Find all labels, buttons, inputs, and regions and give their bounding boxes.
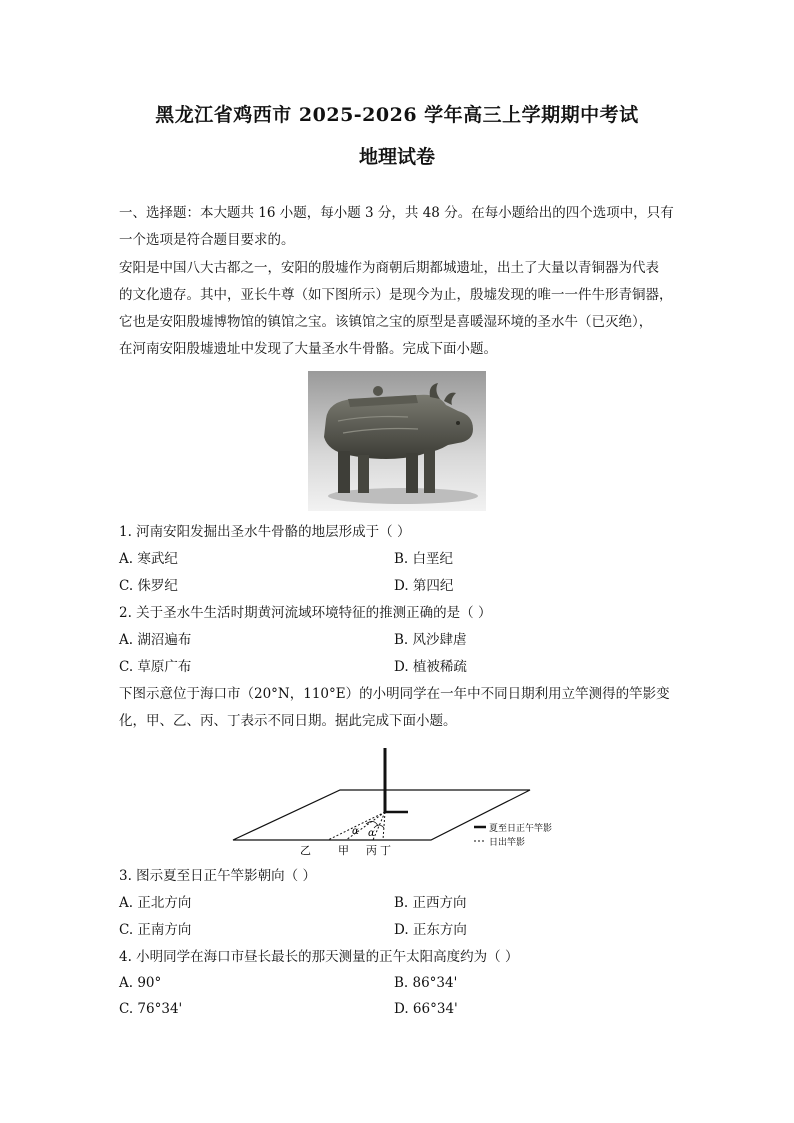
q1-option-a[interactable]: A. 寒武纪 <box>119 551 178 567</box>
bronze-ox-photo <box>308 371 486 511</box>
q3-stem: 3. 图示夏至日正午竿影朝向（ ） <box>119 868 316 884</box>
passage1-line-4: 在河南安阳殷墟遗址中发现了大量圣水牛骨骼。完成下面小题。 <box>119 341 497 357</box>
legend-solid-label: 夏至日正午竿影 <box>489 824 553 834</box>
passage1-line-3: 它也是安阳殷墟博物馆的镇馆之宝。该镇馆之宝的原型是喜暖湿环境的圣水牛（已灭绝）， <box>119 314 653 330</box>
q1-option-b[interactable]: B. 白垩纪 <box>394 551 454 567</box>
q2-option-d[interactable]: D. 植被稀疏 <box>394 659 467 675</box>
q3-option-c[interactable]: C. 正南方向 <box>119 922 192 938</box>
q1-option-c[interactable]: C. 侏罗纪 <box>119 578 178 594</box>
label-jia: 甲 <box>338 844 349 857</box>
legend-dotted-label: 日出竿影 <box>489 838 526 848</box>
shadow-bing <box>373 812 385 840</box>
q1-stem: 1. 河南安阳发掘出圣水牛骨骼的地层形成于（ ） <box>119 524 411 540</box>
passage1-line-1: 安阳是中国八大古都之一，安阳的殷墟作为商朝后期都城遗址，出土了大量以青铜器为代表 <box>119 260 659 276</box>
q2-option-b[interactable]: B. 风沙肆虐 <box>394 632 467 648</box>
pole-shadow-diagram <box>228 748 578 860</box>
q3-option-b[interactable]: B. 正西方向 <box>394 895 467 911</box>
q4-stem: 4. 小明同学在海口市昼长最长的那天测量的正午太阳高度约为（ ） <box>119 949 519 965</box>
passage2-line-1: 下图示意位于海口市（20°N，110°E）的小明同学在一年中不同日期利用立竿测得的竿影变 <box>119 686 670 702</box>
label-bing: 丙 <box>366 844 377 857</box>
q4-option-c[interactable]: C. 76°34' <box>119 1001 183 1017</box>
q3-option-a[interactable]: A. 正北方向 <box>119 895 192 911</box>
exam-subtitle: 地理试卷 <box>358 146 435 168</box>
section-intro-line-2: 一个选项是符合题目要求的。 <box>119 232 295 248</box>
angle-a-label-1: α <box>352 826 359 837</box>
q4-option-d[interactable]: D. 66°34' <box>394 1001 458 1017</box>
q2-stem: 2. 关于圣水牛生活时期黄河流域环境特征的推测正确的是（ ） <box>119 605 492 621</box>
q4-option-b[interactable]: B. 86°34' <box>394 975 458 991</box>
label-ding: 丁 <box>380 844 391 857</box>
q2-option-c[interactable]: C. 草原广布 <box>119 659 192 675</box>
q2-option-a[interactable]: A. 湖沼遍布 <box>119 632 192 648</box>
section-intro-line-1: 一、选择题：本大题共 16 小题，每小题 3 分，共 48 分。在每小题给出的四个选项中，只有 <box>119 205 674 221</box>
q4-option-a[interactable]: A. 90° <box>119 975 162 991</box>
label-yi: 乙 <box>300 844 311 857</box>
q3-option-d[interactable]: D. 正东方向 <box>394 922 467 938</box>
angle-a-label-2: α <box>368 828 375 839</box>
exam-title: 黑龙江省鸡西市 2025-2026 学年高三上学期期中考试 <box>155 104 639 126</box>
passage1-line-2: 的文化遗存。其中，亚长牛尊（如下图所示）是现今为止，殷墟发现的唯一一件牛形青铜器， <box>119 287 673 303</box>
q1-option-d[interactable]: D. 第四纪 <box>394 578 454 594</box>
passage2-line-2: 化，甲、乙、丙、丁表示不同日期。据此完成下面小题。 <box>119 713 457 729</box>
